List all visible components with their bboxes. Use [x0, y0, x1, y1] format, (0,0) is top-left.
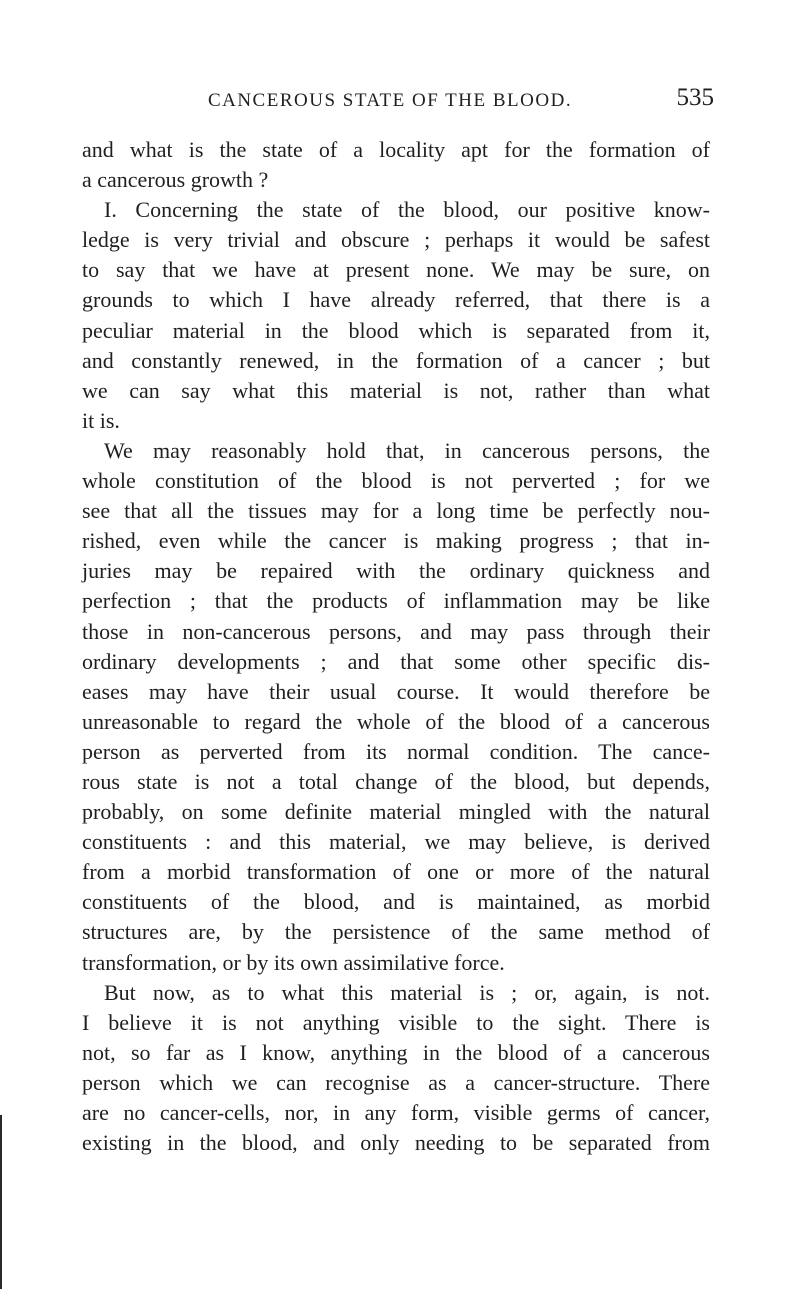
text-line: juries may be repaired with the ordinary quickness and — [82, 558, 710, 584]
text-line: I believe it is not anything visible to the sight. There is — [82, 1009, 710, 1035]
text-line: to say that we have at present none. We may be sure, on — [82, 257, 710, 283]
text-line: peculiar material in the blood which is separated from it, — [82, 317, 710, 343]
text-line: constituents : and this material, we may believe, is derived — [82, 829, 710, 855]
text-line: from a morbid transformation of one or more of the natural — [82, 859, 710, 885]
text-line: person as perverted from its normal condition. The cance- — [82, 738, 710, 764]
body-text — [82, 135, 710, 1158]
text-line: it is. — [82, 407, 120, 433]
text-line: ordinary developments ; and that some other specific dis- — [82, 648, 710, 674]
text-line: not, so far as I know, anything in the blood of a cancerous — [82, 1039, 710, 1065]
text-line: whole constitution of the blood is not perverted ; for we — [82, 468, 710, 494]
text-line: a cancerous growth ? — [82, 167, 269, 193]
text-line: rished, even while the cancer is making progress ; that in- — [82, 528, 710, 554]
page-number: 535 — [676, 84, 714, 111]
page-edge-line — [0, 1115, 2, 1289]
text-line: grounds to which I have already referred, that there is a — [82, 287, 710, 313]
text-line: those in non-cancerous persons, and may pass through their — [82, 618, 710, 644]
text-line: eases may have their usual course. It would therefore be — [82, 678, 710, 704]
text-line: we can say what this material is not, rather than what — [82, 377, 710, 403]
text-line: structures are, by the persistence of the same method of — [82, 919, 710, 945]
text-line: existing in the blood, and only needing to be separated from — [82, 1130, 710, 1156]
text-line: unreasonable to regard the whole of the blood of a cancerous — [82, 708, 710, 734]
text-line: transformation, or by its own assimilative force. — [82, 949, 505, 975]
text-line: probably, on some definite material mingled with the natural — [82, 799, 710, 825]
text-line: We may reasonably hold that, in cancerous persons, the — [104, 437, 710, 463]
text-line: and what is the state of a locality apt for the formation of — [82, 137, 710, 162]
text-line: ledge is very trivial and obscure ; perhaps it would be safest — [82, 227, 710, 253]
text-line: But now, as to what this material is ; or, again, is not. — [104, 979, 710, 1005]
text-line: perfection ; that the products of inflammation may be like — [82, 588, 710, 614]
text-line: rous state is not a total change of the blood, but depends, — [82, 768, 710, 794]
text-line: and constantly renewed, in the formation of a cancer ; but — [82, 347, 710, 373]
text-line: are no cancer-cells, nor, in any form, visible germs of cancer, — [82, 1100, 710, 1125]
text-line: constituents of the blood, and is maintained, as morbid — [82, 889, 710, 915]
running-title: CANCEROUS STATE OF THE BLOOD. — [207, 90, 573, 111]
running-header — [70, 84, 714, 118]
text-line: I. Concerning the state of the blood, our positive know- — [104, 197, 710, 223]
text-line: see that all the tissues may for a long time be perfectly nou- — [82, 498, 710, 524]
text-line: person which we can recognise as a cancer-structure. There — [82, 1069, 710, 1095]
